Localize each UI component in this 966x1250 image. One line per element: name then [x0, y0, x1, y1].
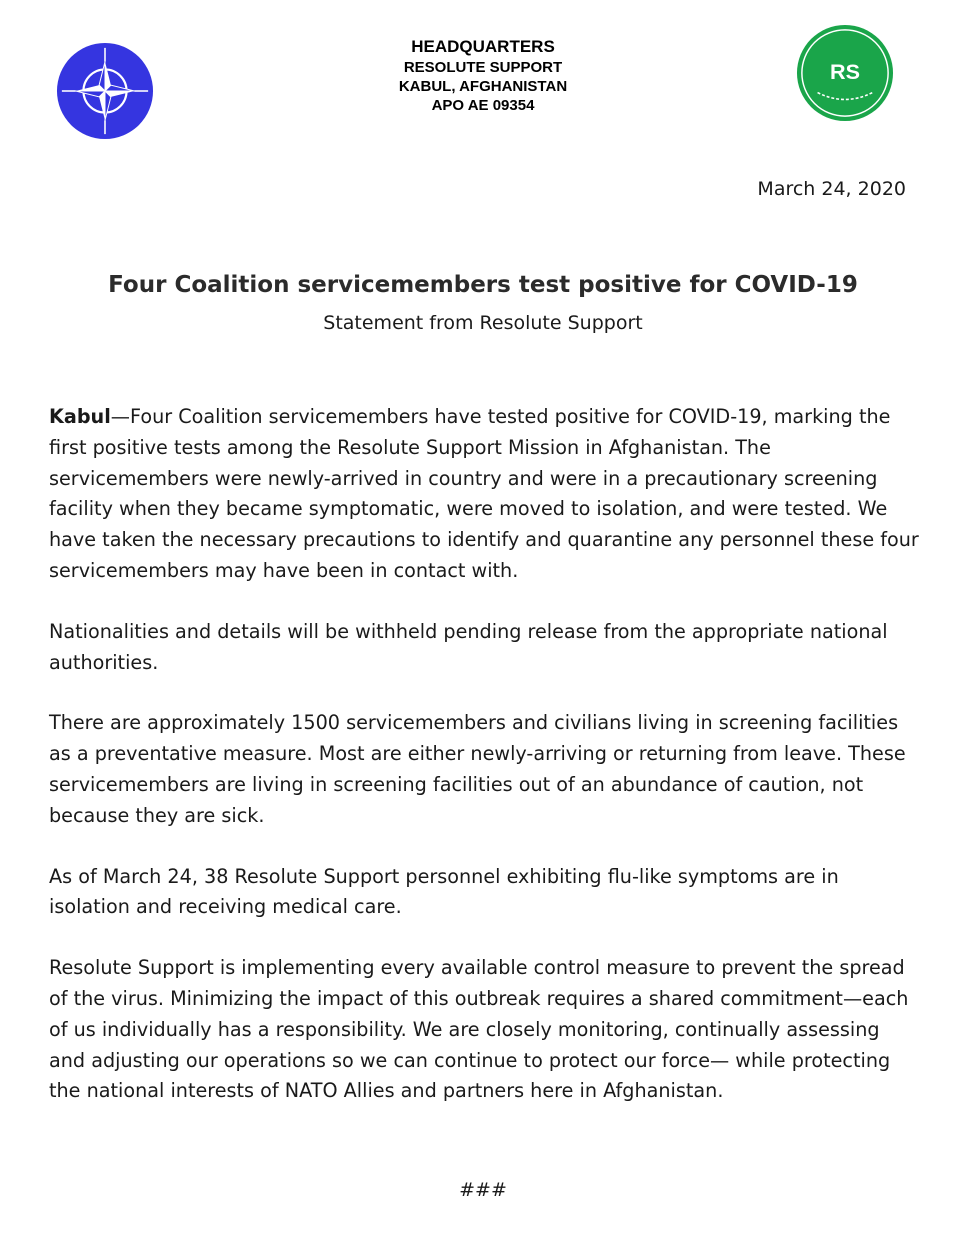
paragraph-1-text: —Four Coalition servicemembers have tested positive for COVID-19, marking the first positive tests among the Resolute Support Mission in Afghanistan. The servicemembers were newly-arrived in country and were in a precautionary screening facility when they became symptomatic, were moved to isolation, and were tested. We have taken the necessary precautions to identify and quarantine any personnel these four servicemembers may have been in contact with. — [49, 405, 919, 582]
letterhead-line-2: RESOLUTE SUPPORT — [403, 59, 563, 76]
letterhead-line-3: KABUL, AFGHANISTAN — [398, 78, 568, 95]
paragraph-1 — [49, 402, 919, 587]
page-title: Four Coalition servicemembers test positive for COVID-19 — [108, 272, 858, 298]
letterhead-line-1: HEADQUARTERS — [411, 37, 555, 56]
document-date: March 24, 2020 — [757, 178, 906, 200]
rs-emblem-text: RS — [830, 58, 860, 84]
dateline: Kabul — [49, 405, 111, 428]
paragraph-3: There are approximately 1500 servicemembers and civilians living in screening facilities as a preventative measure. Most are either newly-arriving or returning from leave. These servicemembers are living in screening facilities out of an abundance of caution, not because they are sick. — [49, 711, 906, 827]
end-mark: ### — [459, 1179, 507, 1201]
statement-body — [49, 402, 919, 1137]
paragraph-5: Resolute Support is implementing every available control measure to prevent the spread of the virus. Minimizing the impact of this outbreak requires a shared commitment—each of us individually has a responsibility. We are closely monitoring, continually assessing and adjusting our operations so we can continue to protect our force— while protecting the national interests of NATO Allies and partners here in Afghanistan. — [49, 956, 909, 1103]
paragraph-4: As of March 24, 38 Resolute Support personnel exhibiting flu-like symptoms are in isolation and receiving medical care. — [49, 864, 839, 919]
letterhead-line-4: APO AE 09354 — [431, 97, 535, 114]
rs-emblem-icon — [796, 24, 894, 122]
page-subtitle: Statement from Resolute Support — [323, 312, 643, 334]
paragraph-2: Nationalities and details will be withheld pending release from the appropriate national authorities. — [49, 619, 888, 674]
